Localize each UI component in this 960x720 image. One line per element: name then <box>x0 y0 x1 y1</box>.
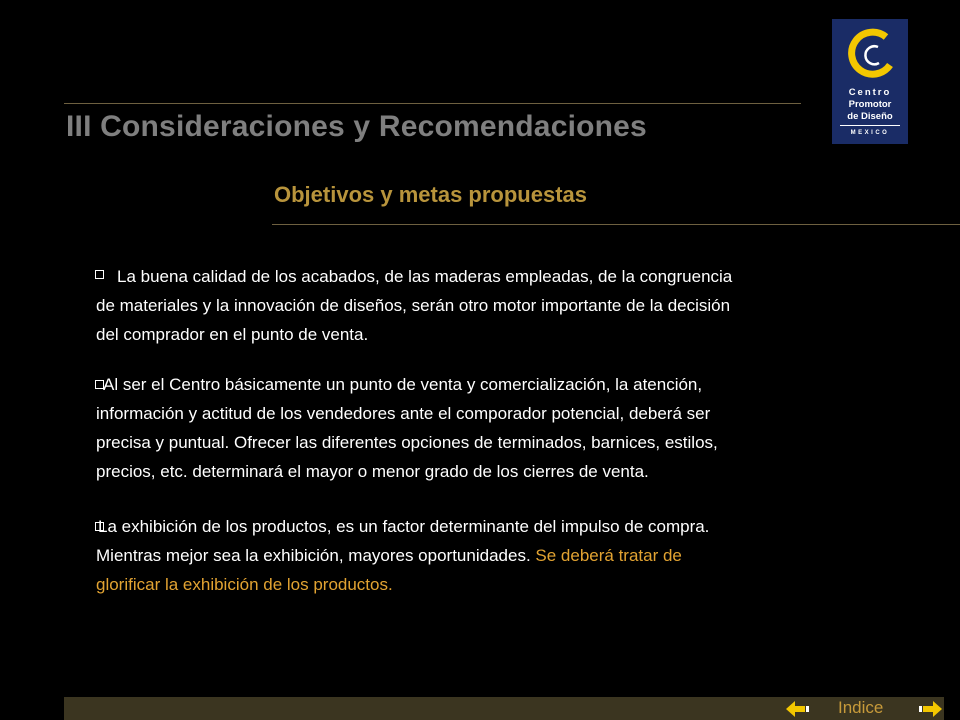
logo-text-line2: Promotor <box>848 99 892 110</box>
paragraph-text: Mientras mejor sea la exhibición, mayores oportunidades. <box>96 546 536 565</box>
title-rule <box>64 103 801 104</box>
centro-promotor-logo <box>832 19 908 144</box>
bullet-paragraph-3 <box>96 512 709 599</box>
right-arrow-icon[interactable] <box>918 700 942 718</box>
highlighted-text: Se deberá tratar de <box>535 546 682 565</box>
bullet-paragraph-2 <box>96 370 718 486</box>
indice-link[interactable]: Indice <box>838 698 884 717</box>
paragraph-line <box>96 541 709 570</box>
logo-divider <box>840 125 900 126</box>
logo-ring-icon <box>840 25 900 85</box>
highlighted-text: glorificar la exhibición de los productos. <box>96 575 393 594</box>
subtitle-rule <box>272 224 960 225</box>
paragraph-line: precisa y puntual. Ofrecer las diferentes opciones de terminados, barnices, estilos, <box>96 433 718 452</box>
bullet-paragraph-1 <box>96 262 732 349</box>
logo-text-line3: de Diseño <box>847 111 893 122</box>
footer-bar <box>64 697 944 720</box>
paragraph-line: precios, etc. determinará el mayor o menor grado de los cierres de venta. <box>96 462 649 481</box>
paragraph-line: Al ser el Centro básicamente un punto de venta y comercialización, la atención, <box>103 375 703 394</box>
section-subtitle: Objetivos y metas propuestas <box>274 182 587 207</box>
logo-text-mexico: MEXICO <box>850 130 890 136</box>
paragraph-line: de materiales y la innovación de diseños, serán otro motor importante de la decisión <box>96 296 731 315</box>
paragraph-line: La buena calidad de los acabados, de las maderas empleadas, de la congruencia <box>117 267 733 286</box>
logo-text-line1: Centro <box>848 87 892 98</box>
paragraph-line: La exhibición de los productos, es un factor determinante del impulso de compra. <box>98 517 710 536</box>
paragraph-line: información y actitud de los vendedores ante el comporador potencial, deberá ser <box>96 404 711 423</box>
page-title: III Consideraciones y Recomendaciones <box>66 110 647 143</box>
left-arrow-icon[interactable] <box>786 700 810 718</box>
paragraph-line: del comprador en el punto de venta. <box>96 325 369 344</box>
